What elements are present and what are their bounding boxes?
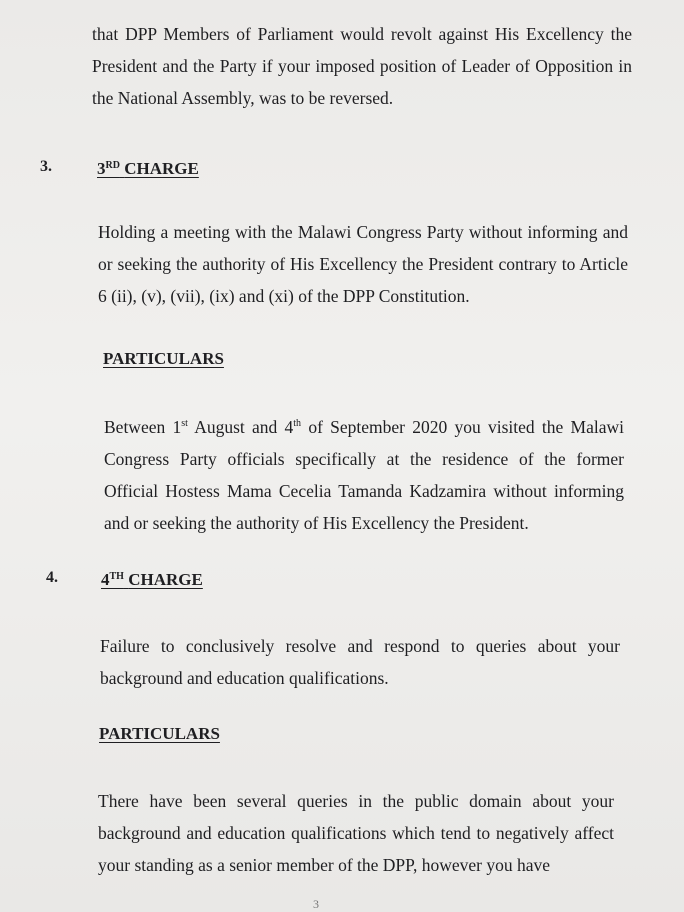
particulars-3-sup1: st — [181, 418, 188, 429]
charge-3-particulars-heading: PARTICULARS — [103, 349, 224, 368]
charge-4-text: Failure to conclusively resolve and respond to queries about your background and education qualifications. — [100, 636, 620, 688]
charge-4-particulars-heading: PARTICULARS — [99, 724, 220, 743]
charge-3-ordinal-suffix: RD — [105, 160, 120, 171]
particulars-3-part2: August and 4 — [187, 416, 294, 437]
charge-3-particulars-text — [104, 408, 624, 539]
charge-4-title: CHARGE — [128, 570, 203, 589]
charge-4-number: 4. — [46, 569, 58, 586]
particulars-3-sup2: th — [293, 418, 302, 429]
charge-4-ordinal-suffix: TH — [109, 571, 124, 582]
charge-3-heading — [97, 155, 199, 180]
charge-3-number: 3. — [40, 158, 52, 175]
charge-3-ordinal: 3 — [97, 159, 106, 178]
particulars-3-part3: of September 2020 you visited the Malawi Congress Party officials specifically at the residence of the former Official Hostess Mama Cecelia Tamanda Kadzamira without informing and or seeking the authority of His Excellency the President. — [104, 416, 624, 533]
charge-4-particulars-text: There have been several queries in the public domain about your background and education qualifications which tend to negatively affect your standing as a senior member of the DPP, however you have — [98, 791, 614, 875]
intro-paragraph: that DPP Members of Parliament would revolt against His Excellency the President and the Party if your imposed position of Leader of Opposition in the National Assembly, was to be reversed. — [92, 24, 632, 108]
page-number: 3 — [313, 897, 319, 911]
charge-4-ordinal: 4 — [101, 570, 110, 589]
charge-3-title: CHARGE — [124, 159, 199, 178]
charge-3-text: Holding a meeting with the Malawi Congress Party without informing and or seeking the authority of His Excellency the President contrary to Article 6 (ii), (v), (vii), (ix) and (xi) of the DPP Constitution. — [98, 222, 628, 306]
particulars-3-part1: Between 1 — [104, 416, 182, 437]
charge-4-heading — [101, 566, 203, 591]
